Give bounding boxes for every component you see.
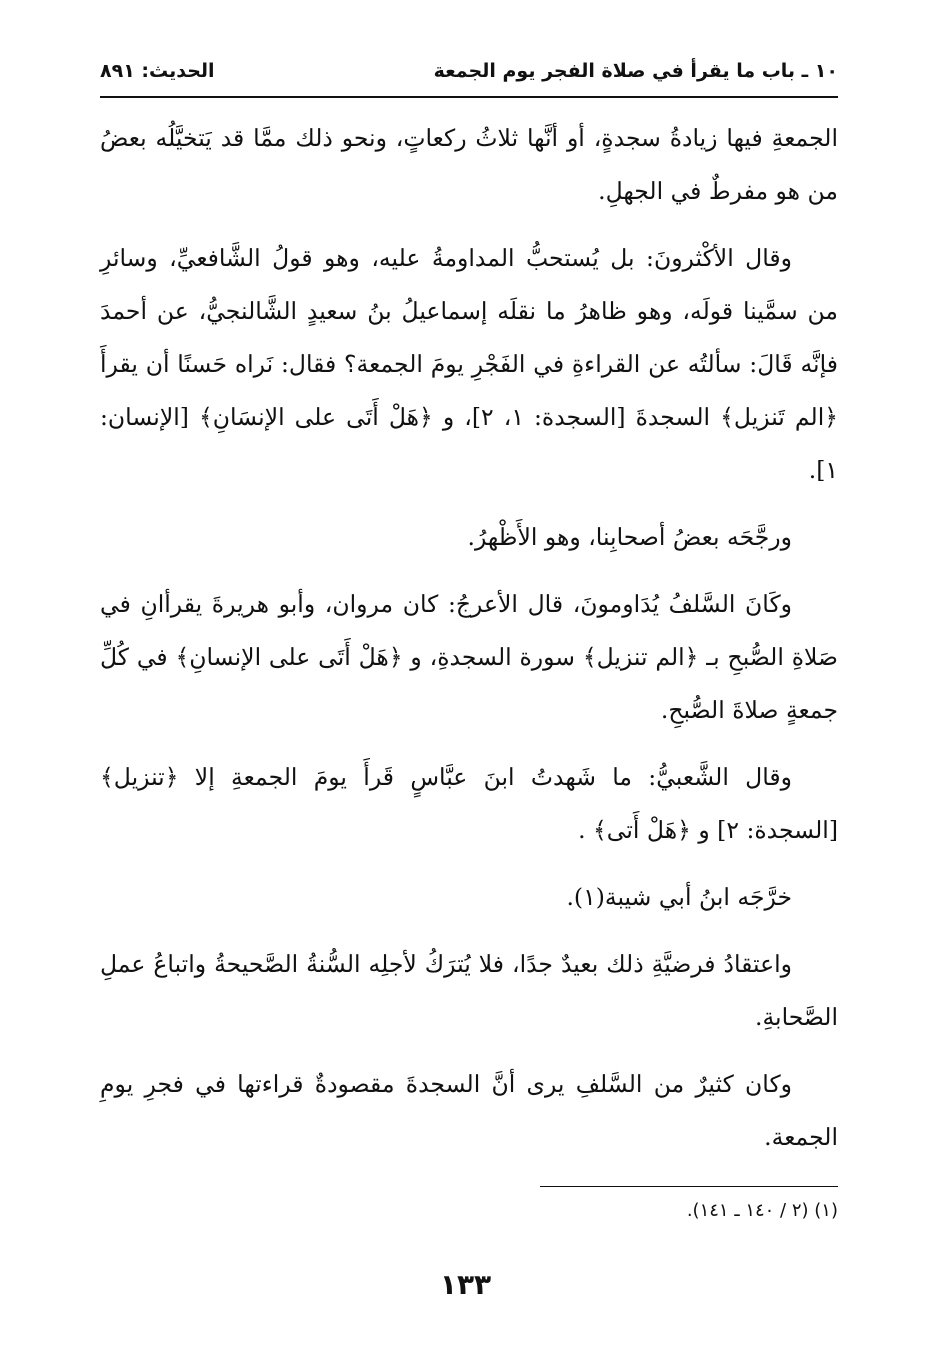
page-number: ١٣٣ — [439, 1268, 492, 1301]
footnote: (١) (٢ / ١٤٠ ـ ١٤١). — [686, 1200, 838, 1221]
paragraph: وقال الشَّعبيُّ: ما شَهدتُ ابنَ عبَّاسٍ قَرأَ يومَ الجمعةِ إلا ﴿تنزيل﴾ [السجدة: ٢] و ﴿هَلْ أَتى﴾ . — [100, 763, 838, 844]
running-header — [100, 54, 838, 94]
paragraph: وكَانَ السَّلفُ يُدَاومونَ، قال الأعرجُ: كان مروان، وأبو هريرةَ يقرأانِ في صَلاةِ الصُّبحِ بـ ﴿الم تنزيل﴾ سورة السجدةِ، و ﴿هَلْ أَتَى على الإنسانِ﴾ في كُلِّ جمعةٍ صلاةَ الصُّبحِ. — [100, 590, 838, 724]
paragraph: الجمعةِ فيها زيادةُ سجدةٍ، أو أنَّها ثلاثُ ركعاتٍ، ونحو ذلك ممَّا قد يَتخيَّلُه بعضُ من هو مفرطٌ في الجهلِ. — [100, 124, 838, 205]
paragraph: وكان كثيرٌ من السَّلفِ يرى أنَّ السجدةَ مقصودةٌ قراءتها في فجرِ يومِ الجمعة. — [100, 1070, 838, 1151]
footnote-divider — [540, 1186, 838, 1187]
chapter-title: ١٠ ـ باب ما يقرأ في صلاة الفجر يوم الجمعة — [433, 60, 838, 82]
main-text — [100, 112, 838, 1178]
paragraph: وقال الأكْثرونَ: بل يُستحبُّ المداومةُ عليه، وهو قولُ الشَّافعيِّ، وسائرِ من سمَّينا قولَه، وهو ظاهرُ ما نقلَه إسماعيلُ بنُ سعيدٍ الشَّالنجيُّ، عن أحمدَ فإنَّه قَالَ: سألتُه عن القراءةِ في الفَجْرِ يومَ الجمعة؟ فقال: نَراه حَسنًا أن يقرأَ ﴿الم تَنزيل﴾ السجدةَ [السجدة: ١، ٢]، و ﴿هَلْ أَتَى على الإنسَانِ﴾ [الإنسان: ١]. — [100, 244, 838, 484]
header-divider — [100, 96, 838, 98]
hadith-number: الحديث: ٨٩١ — [100, 60, 215, 82]
paragraph: خرَّجَه ابنُ أبي شيبة(١). — [566, 883, 792, 911]
paragraph: ورجَّحَه بعضُ أصحابِنا، وهو الأَظْهرُ. — [467, 523, 792, 551]
paragraph: واعتقادُ فرضيَّةِ ذلك بعيدٌ جدًا، فلا يُترَكُ لأجلِه السُّنةُ الصَّحيحةُ واتباعُ عملِ الصَّحابةِ. — [100, 950, 838, 1031]
